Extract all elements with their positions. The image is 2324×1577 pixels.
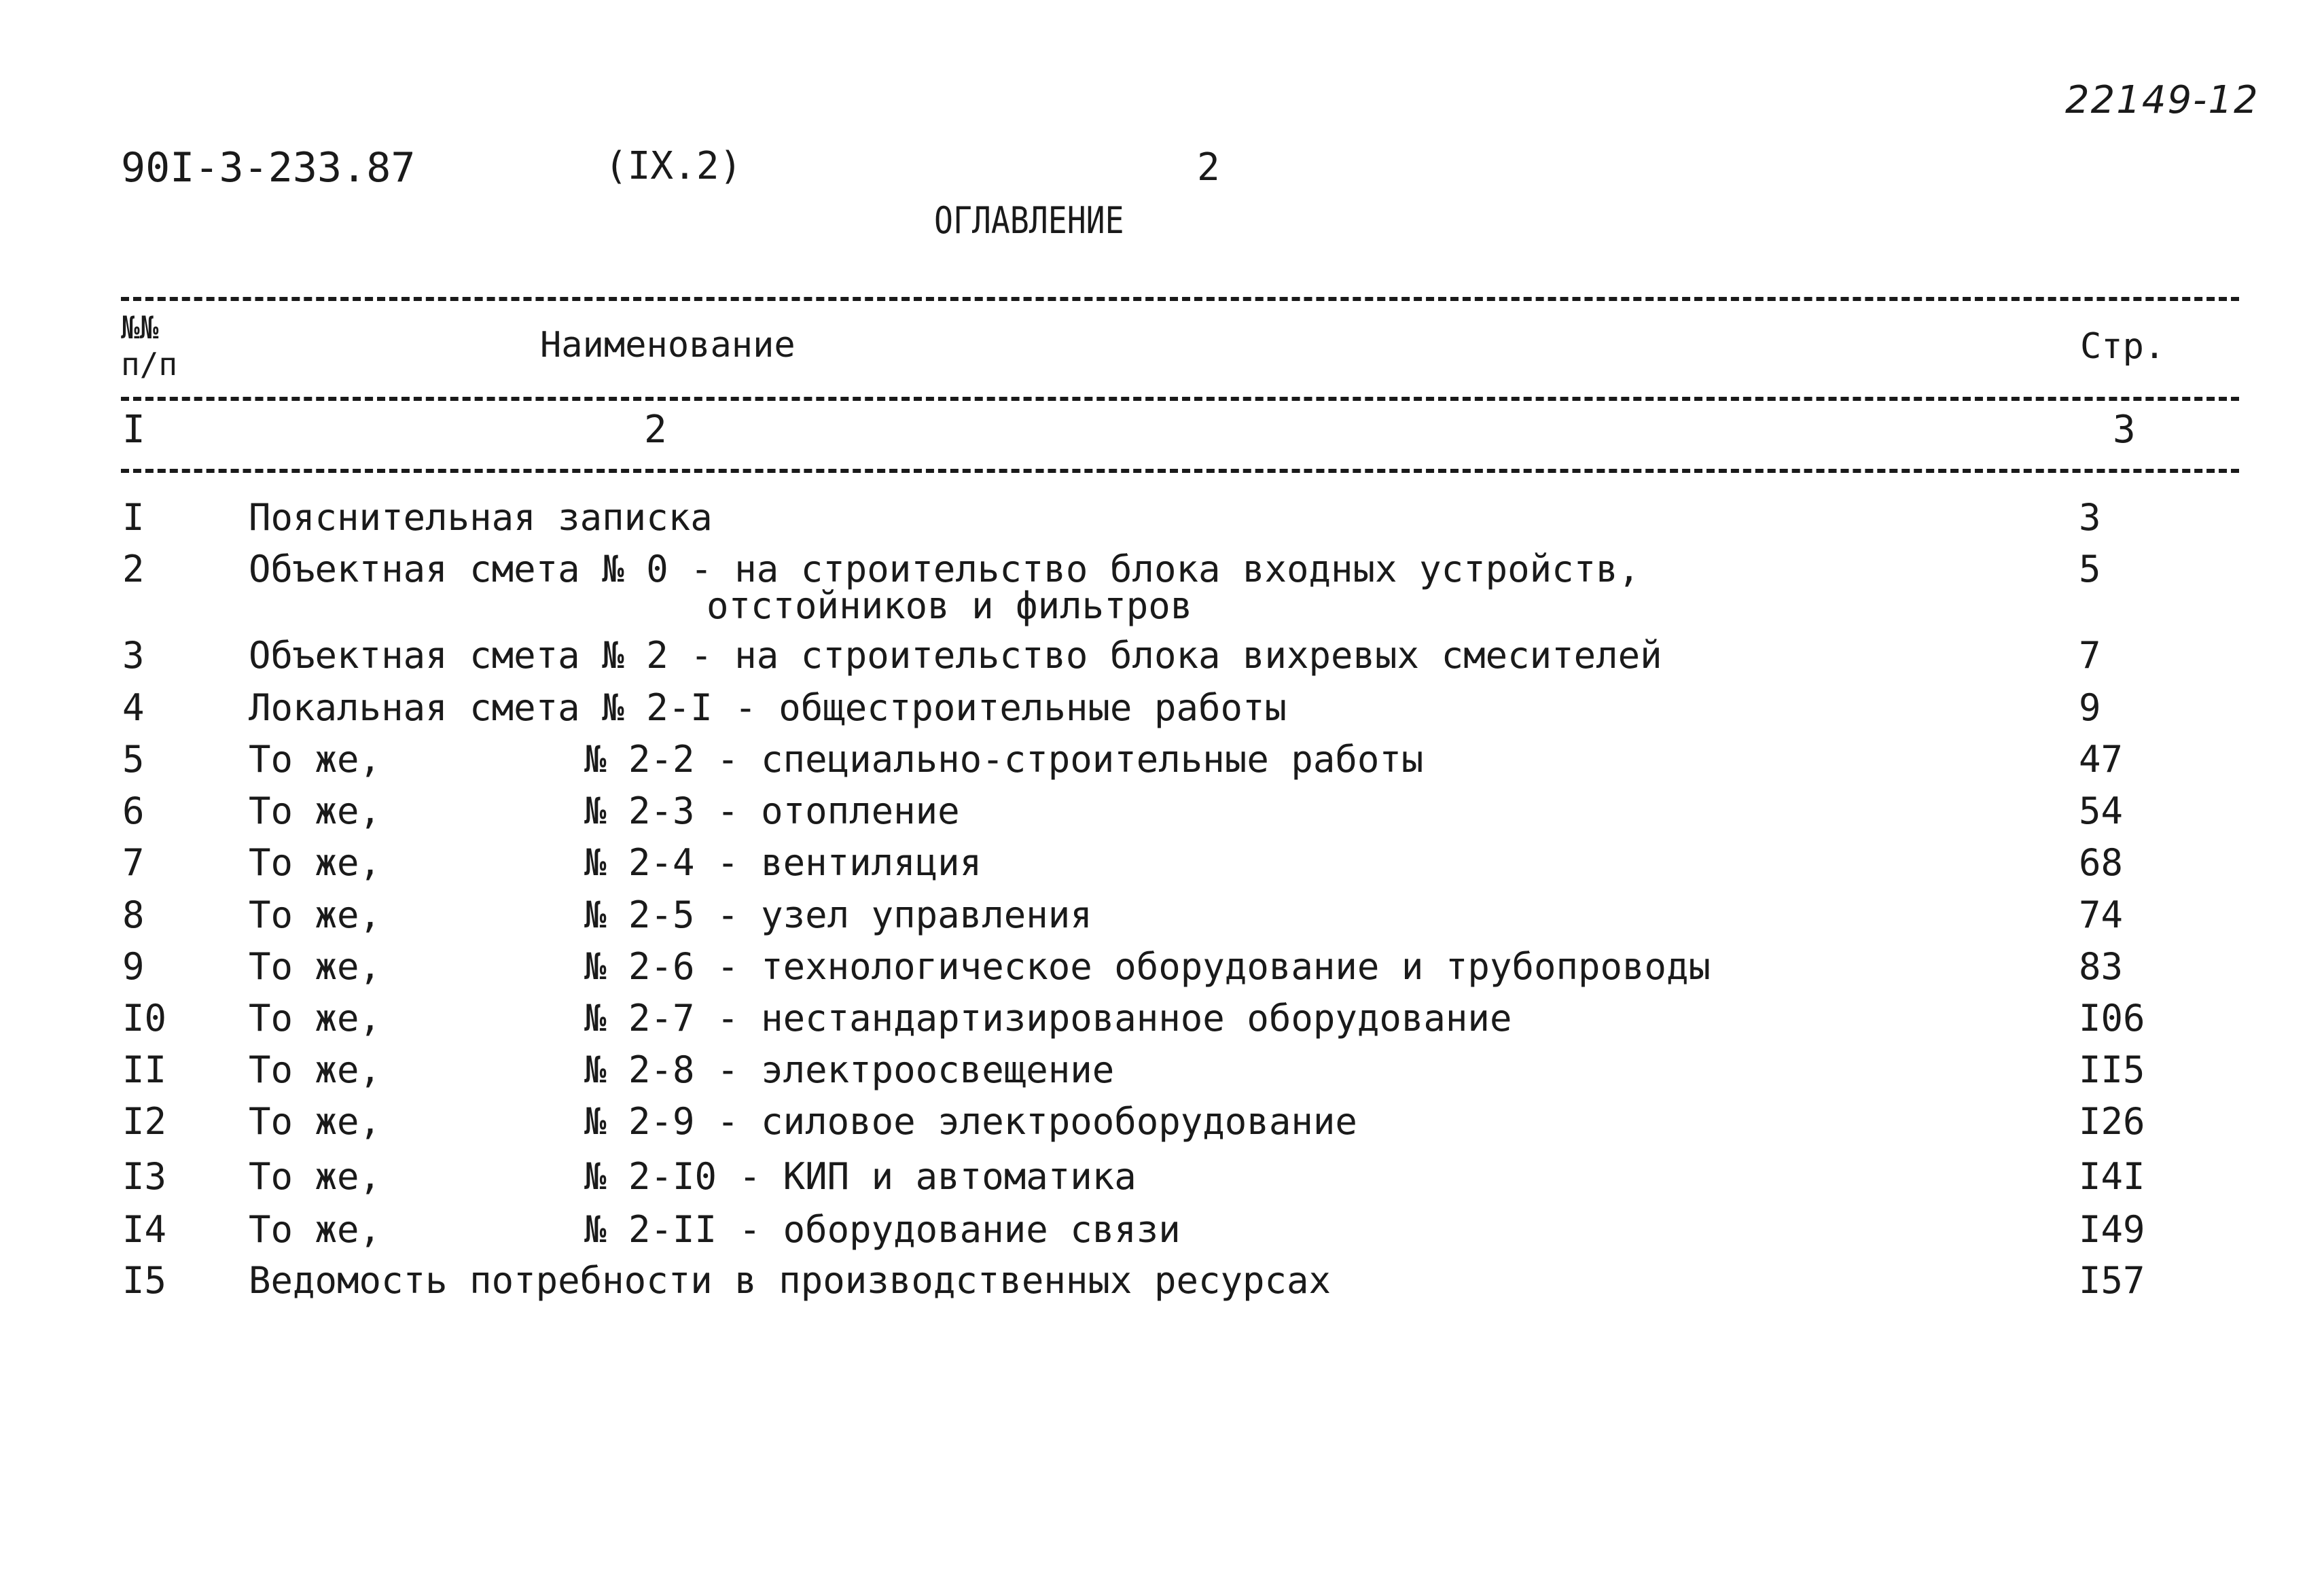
row-name: Локальная смета № 2-I - общестроительные работы [249,686,1287,729]
row-page: 68 [2079,841,2124,884]
row-reference: № 2-9 - силовое электрооборудование [584,1100,1357,1143]
row-name: То же, [249,790,382,832]
row-name: То же, [249,1155,382,1198]
page-number: 2 [1197,145,1220,190]
row-number: 6 [122,790,145,832]
row-reference: № 2-5 - узел управления [584,893,1092,936]
row-number: I0 [122,997,167,1040]
row-number: 5 [122,738,145,781]
row-page: 3 [2079,496,2101,539]
row-number: 3 [122,634,145,677]
row-name: То же, [249,945,382,988]
row-name: То же, [249,841,382,884]
column-header-num: №№ п/п [121,309,178,383]
row-name: То же, [249,738,382,781]
row-name: То же, [249,997,382,1040]
row-page: 74 [2079,893,2124,936]
row-name: То же, [249,1048,382,1091]
row-page: II5 [2079,1048,2145,1091]
row-reference: № 2-2 - специально-строительные работы [584,738,1424,781]
row-number: I [122,496,145,539]
divider-index [121,469,2239,473]
row-number: 2 [122,548,145,590]
row-reference: № 2-8 - электроосвещение [584,1048,1115,1091]
column-index-3: 3 [2113,408,2136,452]
row-reference: № 2-II - оборудование связи [584,1208,1181,1251]
row-reference: № 2-3 - отопление [584,790,960,832]
row-number: II [122,1048,167,1091]
row-reference: № 2-I0 - КИП и автоматика [584,1155,1137,1198]
row-number: 9 [122,945,145,988]
row-number: I4 [122,1208,167,1251]
row-page: 9 [2079,686,2101,729]
row-number: 8 [122,893,145,936]
row-reference: № 2-7 - нестандартизированное оборудование [584,997,1512,1040]
column-header-name: Наименование [540,325,795,366]
row-name: То же, [249,893,382,936]
divider-header [121,397,2239,401]
column-header-page: Стр. [2080,326,2166,367]
column-index-1: I [122,408,145,452]
row-page: 47 [2079,738,2124,781]
row-page: 5 [2079,548,2101,590]
row-page: 7 [2079,634,2101,677]
row-name: То же, [249,1208,382,1251]
row-name: Пояснительная записка [249,496,713,539]
row-page: 83 [2079,945,2124,988]
row-name: Ведомость потребности в производственных ресурсах [249,1259,1331,1302]
row-name: Объектная смета № 0 - на строительство блока входных устройств, [249,548,1641,590]
divider-top [121,297,2239,301]
page-title: ОГЛАВЛЕНИЕ [934,199,1124,242]
row-number: I2 [122,1100,167,1143]
sheet-code: (IX.2) [605,144,743,188]
row-reference: № 2-6 - технологическое оборудование и трубопроводы [584,945,1711,988]
document-code: 90I-3-233.87 [121,144,416,192]
row-page: I4I [2079,1155,2145,1198]
row-reference: № 2-4 - вентиляция [584,841,982,884]
row-name: То же, [249,1100,382,1143]
row-name-continuation: отстойников и фильтров [707,584,1193,627]
row-page: I06 [2079,997,2145,1040]
row-number: I3 [122,1155,167,1198]
row-page: I49 [2079,1208,2145,1251]
row-name: Объектная смета № 2 - на строительство блока вихревых смесителей [249,634,1662,677]
row-page: I57 [2079,1259,2145,1302]
column-index-2: 2 [644,408,667,452]
row-page: 54 [2079,790,2124,832]
row-number: 4 [122,686,145,729]
row-page: I26 [2079,1100,2145,1143]
archive-number: 22149-12 [2065,78,2259,122]
row-number: I5 [122,1259,167,1302]
row-number: 7 [122,841,145,884]
